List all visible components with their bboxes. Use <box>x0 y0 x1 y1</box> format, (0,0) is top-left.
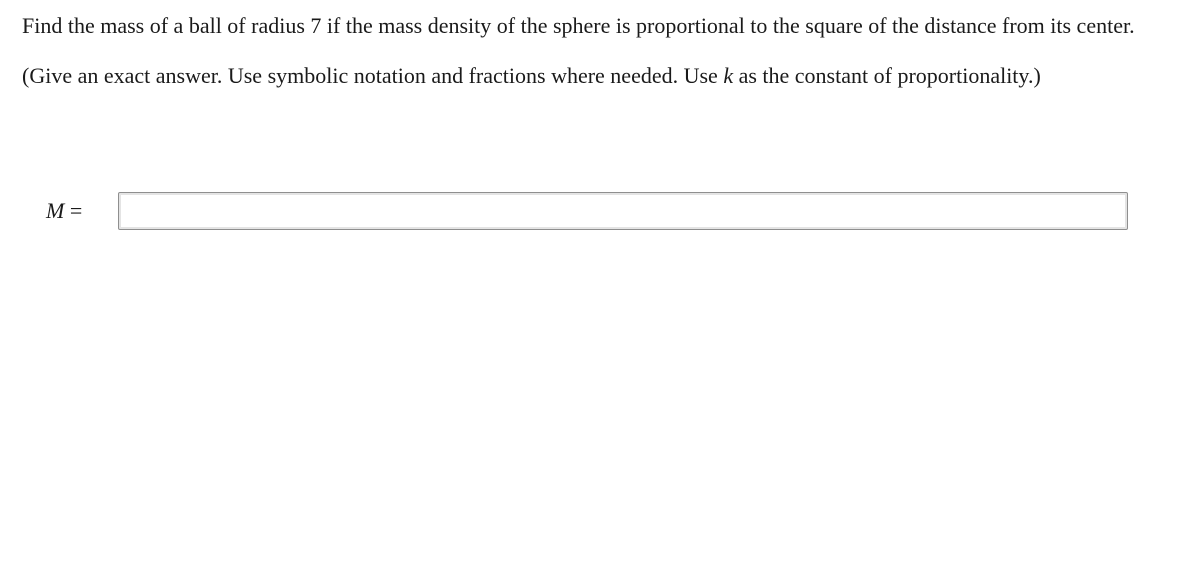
question-text: Find the mass of a ball of radius 7 if the mass density of the sphere is proportional to the square of the distance from its center. <box>22 13 1135 38</box>
instructions-text <box>22 62 1041 90</box>
constant-k: k <box>723 63 734 88</box>
instructions-part-1: (Give an exact answer. Use symbolic notation and fractions where needed. Use <box>22 63 724 88</box>
answer-label <box>46 192 118 230</box>
answer-equals: = <box>64 198 83 223</box>
answer-row <box>46 192 1128 230</box>
answer-variable: M <box>46 198 65 223</box>
instructions-part-2: as the constant of proportionality.) <box>733 63 1041 88</box>
answer-input[interactable] <box>118 192 1128 230</box>
